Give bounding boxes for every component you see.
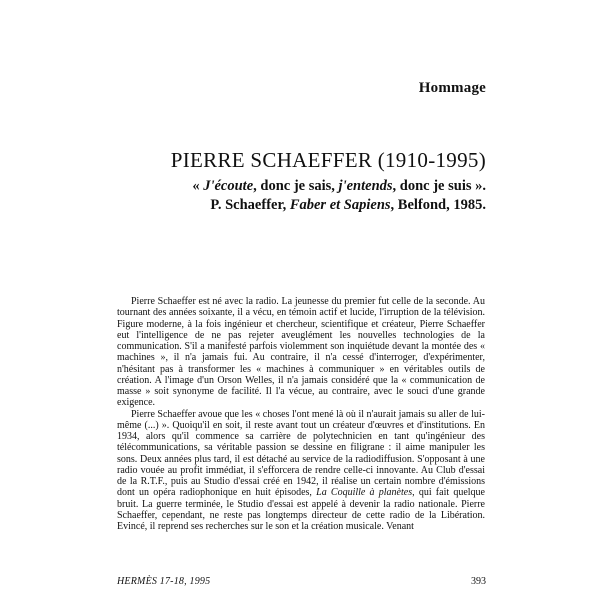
epigraph-quote-italic-2: j'entends [338, 178, 393, 194]
epigraph-quote [192, 178, 486, 195]
epigraph-quote-italic-1: J'écoute [203, 178, 254, 194]
epigraph-quote-text-2: , donc je suis ». [392, 178, 486, 194]
section-label: Hommage [418, 80, 486, 96]
body-paragraph-1: Pierre Schaeffer est né avec la radio. La jeunesse du premier fut celle de la seconde. Au tournant des années soixante, il a vécu, en témoin actif et lucide, l'irruption de la télévision. Figure moderne, à la fois ingénieur et chercheur, scientifique et créateur, Pierre Schaeffer eut l'intelligence de ne pas rejeter aveuglément les nouvelles technologies de la communication. S'il a manifesté parfois violemment son inquiétude devant la montée des « machines », il n'a jamais fui. Au contraire, il n'a cessé d'interroger, d'expérimenter, n'hésitant pas à transformer les « machines à communiquer » en véritables outils de création. A l'image d'un Orson Welles, il n'a jamais considéré que la « communication de masse » soit synonyme de facilité. Il l'a vécue, au contraire, avec le souci d'une grande exigence. [117, 296, 485, 409]
body-paragraph-2-work-title: La Coquille à planètes [316, 487, 413, 499]
body-paragraph-2-part-a: Pierre Schaeffer avoue que les « choses l'ont mené là où il n'aurait jamais su aller de lui-même (...) ». Quoiqu'il en soit, il reste avant tout un créateur d'œuvres et d'institutions. En 1934, alors qu'il commence sa carrière de polytechnicien en tant qu'ingénieur des télécommunications, sa véritable passion se dessine en filigrane : il aime manipuler les sons. Deux années plus tard, il est détaché au service de la radiodiffusion. S'opposant à une radio vouée au profit immédiat, il s'efforcera de rendre celle-ci innovante. Au Club d'essai de la R.T.F., puis au Studio d'essai créé en 1942, il réalise un certain nombre d'émissions dont un opéra radiophonique en huit épisodes, [117, 408, 485, 499]
body-paragraph-2-part-b: , qui fait quelque bruit. La guerre terminée, le Studio d'essai est appelé à devenir la radio nationale. Pierre Schaeffer, cependant, ne reste pas longtemps directeur de cette radio de la Libération. Evincé, il reprend ses recherches sur le son et la création musicale. Venant [117, 487, 485, 532]
epigraph-source-title: Faber et Sapiens [289, 197, 391, 213]
body-paragraph-2 [117, 409, 485, 533]
epigraph-source-author: P. Schaeffer, [210, 197, 290, 213]
epigraph-source-rest: , Belfond, 1985. [390, 197, 486, 213]
article-body [117, 296, 485, 532]
page-title: PIERRE SCHAEFFER (1910-1995) [170, 148, 486, 172]
epigraph-source [210, 197, 486, 214]
footer-journal: HERMÈS 17-18, 1995 [117, 576, 211, 587]
footer-page-number: 393 [471, 576, 486, 587]
epigraph-quote-text-1: , donc je sais, [253, 178, 339, 194]
epigraph-quote-open: « [192, 178, 204, 194]
